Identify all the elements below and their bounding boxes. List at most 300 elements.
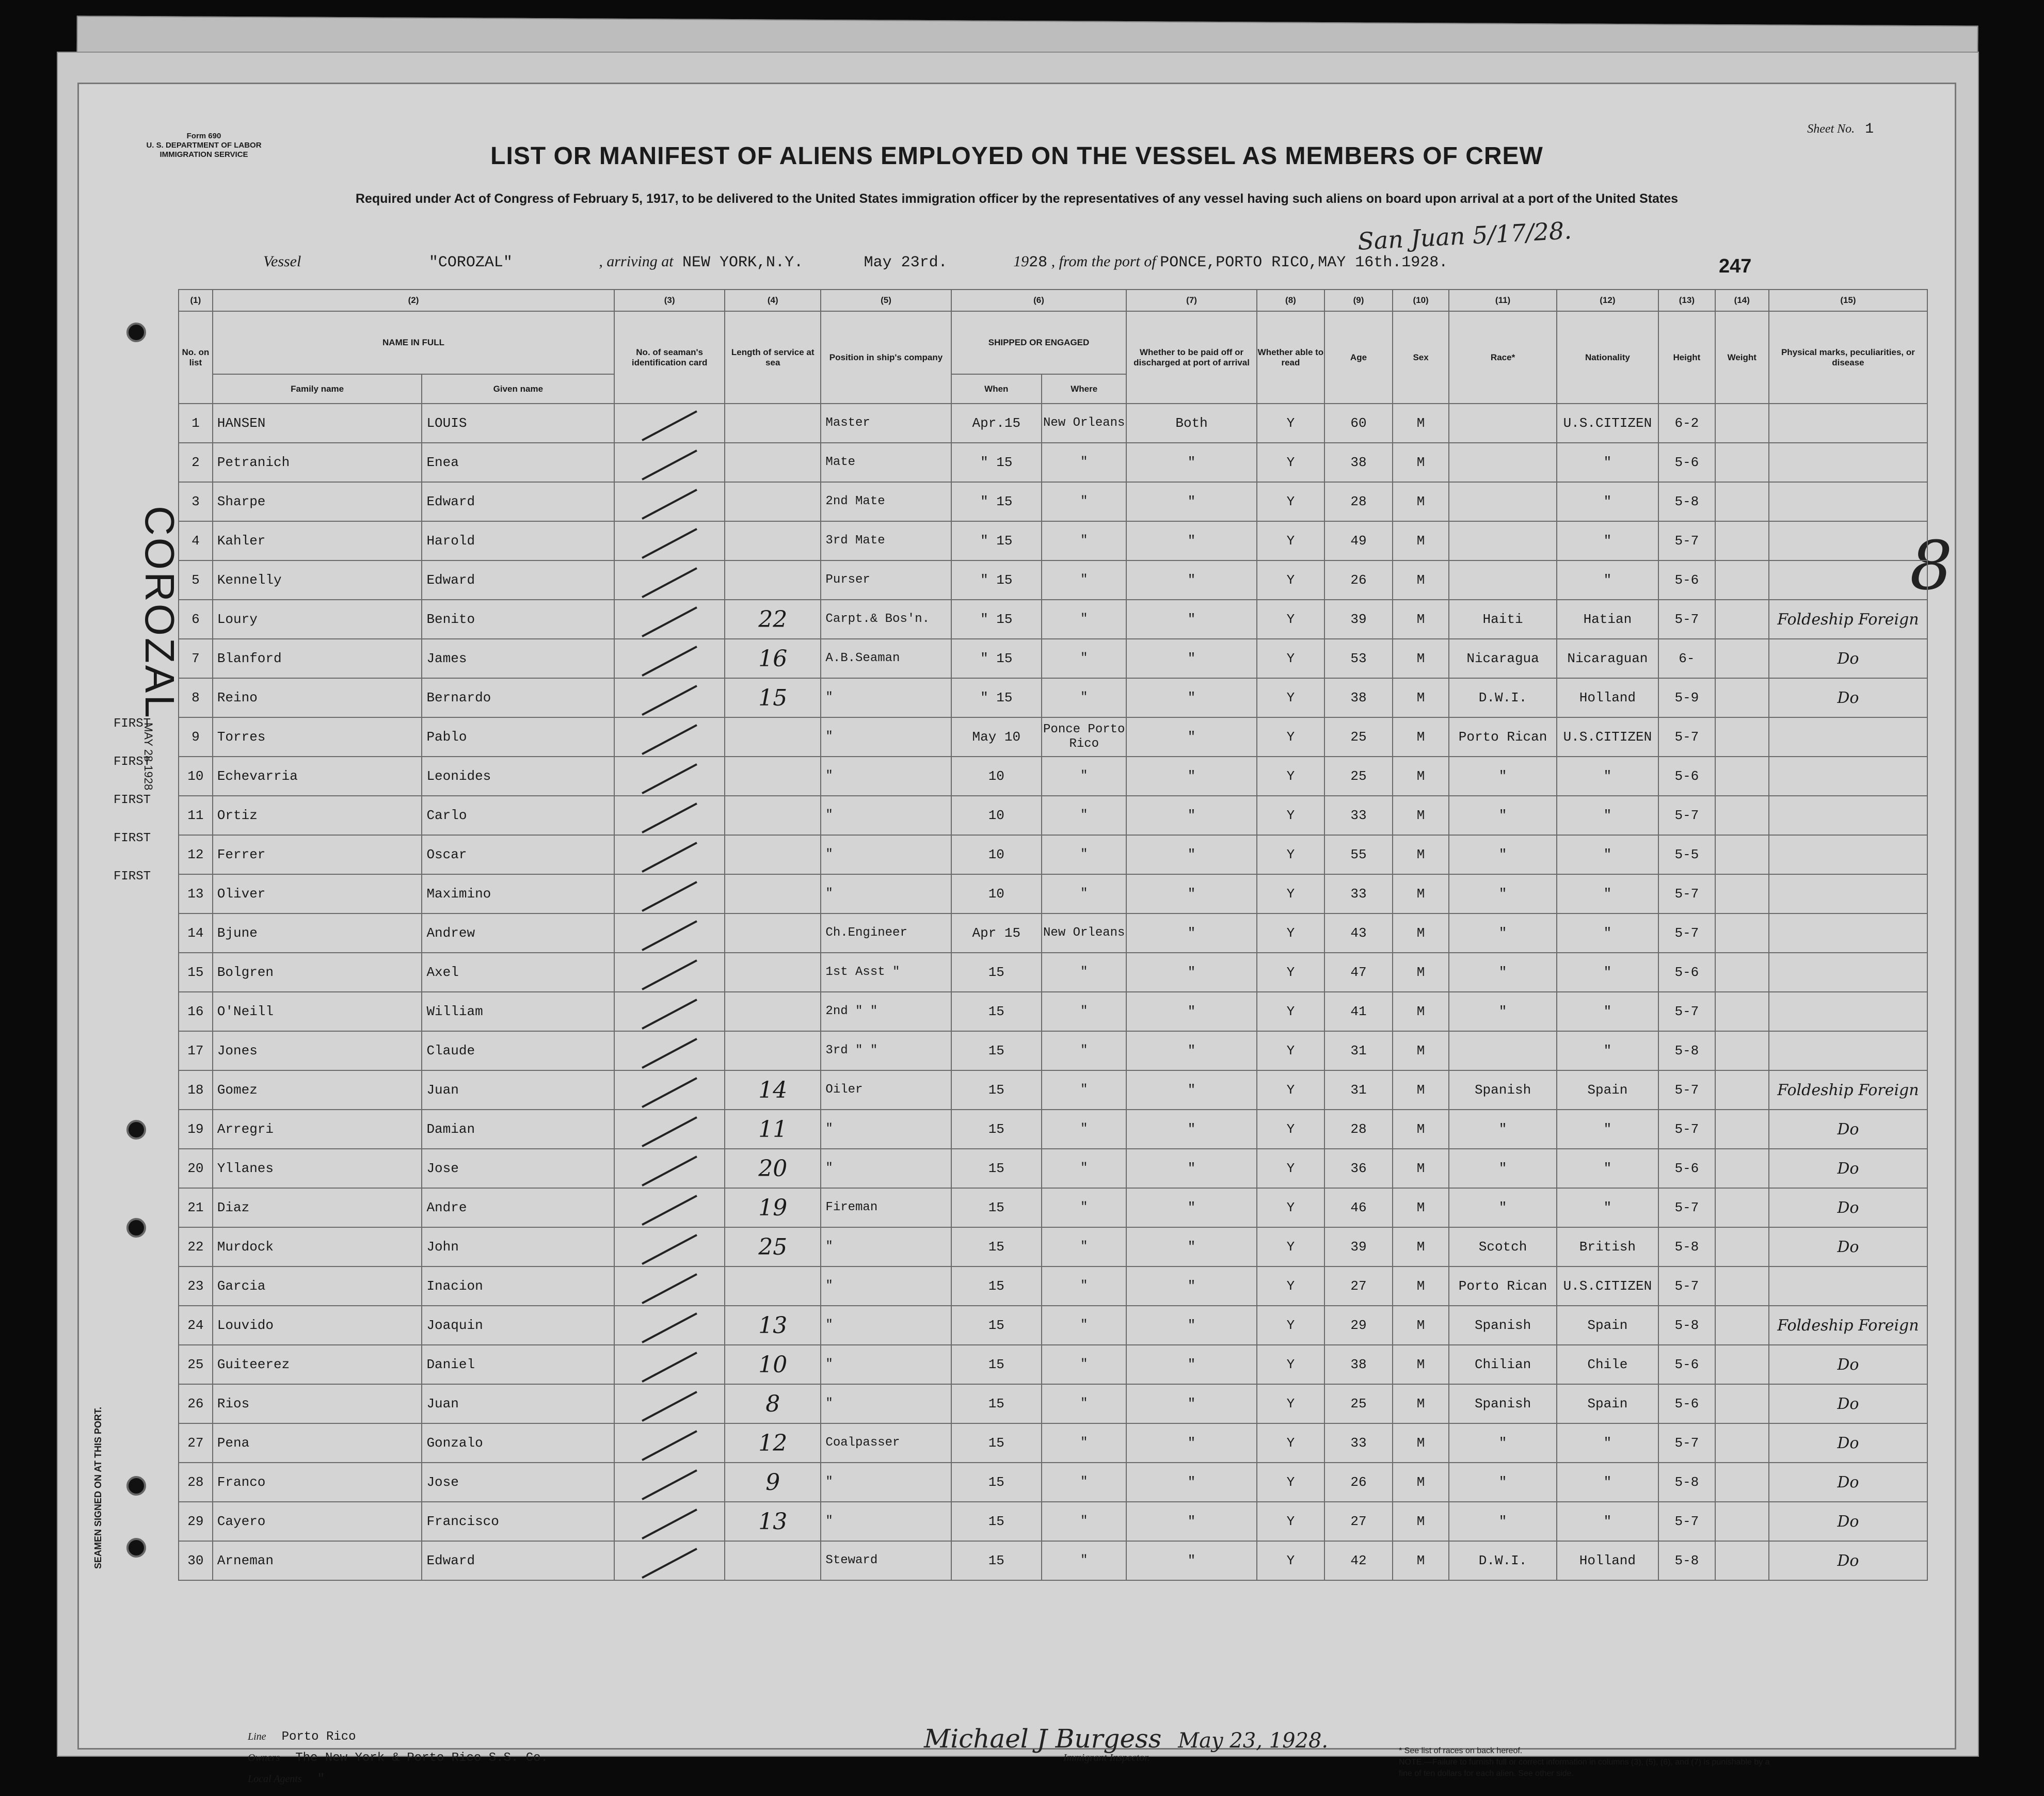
- cell-position: ": [821, 757, 951, 796]
- cell-age: 39: [1324, 1227, 1393, 1266]
- page-title: LIST OR MANIFEST OF ALIENS EMPLOYED ON THE VESSEL AS MEMBERS OF CREW: [490, 142, 1543, 170]
- cell-race: Nicaragua: [1449, 639, 1556, 678]
- cell-family: Loury: [213, 600, 422, 639]
- table-row: [179, 992, 1927, 1031]
- cell-where: ": [1042, 1384, 1126, 1423]
- col-when: When: [951, 374, 1042, 404]
- cell-marks: Do: [1769, 678, 1927, 717]
- cell-when: " 15: [951, 560, 1042, 600]
- cell-marks: [1769, 560, 1927, 600]
- cell-no: 1: [179, 404, 213, 443]
- col-height: Height: [1658, 311, 1715, 404]
- cell-no: 16: [179, 992, 213, 1031]
- check-mark-icon: [642, 881, 697, 912]
- cell-paid: ": [1126, 835, 1256, 874]
- cell-when: 10: [951, 796, 1042, 835]
- cell-service: [725, 560, 821, 600]
- id-card-checkmark: [614, 443, 725, 482]
- cell-race: D.W.I.: [1449, 678, 1556, 717]
- cell-service: 20: [725, 1149, 821, 1188]
- cell-family: Petranich: [213, 443, 422, 482]
- cell-sex: M: [1393, 639, 1449, 678]
- cell-no: 20: [179, 1149, 213, 1188]
- cell-marks: [1769, 992, 1927, 1031]
- cell-no: 13: [179, 874, 213, 913]
- cell-when: 10: [951, 874, 1042, 913]
- col-id-card: No. of seaman's identification card: [614, 311, 725, 404]
- cell-service: 15: [725, 678, 821, 717]
- id-card-checkmark: [614, 1188, 725, 1227]
- id-card-checkmark: [614, 1266, 725, 1306]
- table-row: [179, 1423, 1927, 1463]
- cell-when: 15: [951, 1502, 1042, 1541]
- cell-sex: M: [1393, 874, 1449, 913]
- cell-family: Yllanes: [213, 1149, 422, 1188]
- cell-race: ": [1449, 992, 1556, 1031]
- cell-when: 15: [951, 953, 1042, 992]
- cell-read: Y: [1257, 1306, 1325, 1345]
- col-nationality: Nationality: [1557, 311, 1658, 404]
- cell-when: 15: [951, 1423, 1042, 1463]
- cell-sex: M: [1393, 953, 1449, 992]
- cell-position: ": [821, 717, 951, 757]
- table-row: [179, 874, 1927, 913]
- cell-nationality: ": [1557, 835, 1658, 874]
- departure-port: PONCE,PORTO RICO,MAY 16th.1928.: [1160, 254, 1448, 271]
- cell-race: D.W.I.: [1449, 1541, 1556, 1580]
- col-num: (6): [951, 290, 1127, 311]
- cell-where: ": [1042, 443, 1126, 482]
- cell-sex: M: [1393, 796, 1449, 835]
- cell-no: 3: [179, 482, 213, 521]
- cell-service: 12: [725, 1423, 821, 1463]
- table-row: [179, 796, 1927, 835]
- check-mark-icon: [642, 1548, 697, 1579]
- cell-when: " 15: [951, 521, 1042, 560]
- cell-where: ": [1042, 678, 1126, 717]
- cell-nationality: ": [1557, 874, 1658, 913]
- cell-age: 47: [1324, 953, 1393, 992]
- cell-where: ": [1042, 953, 1126, 992]
- cell-position: ": [821, 1502, 951, 1541]
- cell-sex: M: [1393, 678, 1449, 717]
- cell-height: 5-7: [1658, 1188, 1715, 1227]
- cell-paid: ": [1126, 1423, 1256, 1463]
- col-num: (4): [725, 290, 821, 311]
- cell-marks: Do: [1769, 1149, 1927, 1188]
- cell-paid: ": [1126, 874, 1256, 913]
- cell-paid: ": [1126, 678, 1256, 717]
- cell-read: Y: [1257, 874, 1325, 913]
- table-row: [179, 404, 1927, 443]
- cell-sex: M: [1393, 992, 1449, 1031]
- cell-age: 38: [1324, 443, 1393, 482]
- cell-position: Oiler: [821, 1070, 951, 1110]
- cell-marks: Do: [1769, 1384, 1927, 1423]
- check-mark-icon: [642, 763, 697, 794]
- cell-nationality: ": [1557, 1110, 1658, 1149]
- cell-sex: M: [1393, 717, 1449, 757]
- cell-paid: ": [1126, 913, 1256, 953]
- cell-when: 15: [951, 1345, 1042, 1384]
- check-mark-icon: [642, 1077, 697, 1108]
- id-card-checkmark: [614, 757, 725, 796]
- cell-when: 15: [951, 1266, 1042, 1306]
- table-row: [179, 678, 1927, 717]
- cell-where: ": [1042, 1423, 1126, 1463]
- cell-age: 31: [1324, 1031, 1393, 1070]
- cell-nationality: Holland: [1557, 678, 1658, 717]
- cell-age: 25: [1324, 1384, 1393, 1423]
- cell-given: Juan: [422, 1070, 614, 1110]
- cell-position: 3rd " ": [821, 1031, 951, 1070]
- cell-height: 5-6: [1658, 1384, 1715, 1423]
- cell-age: 26: [1324, 1463, 1393, 1502]
- weight-cell: [1715, 1306, 1769, 1345]
- cell-nationality: Spain: [1557, 1384, 1658, 1423]
- cell-sex: M: [1393, 1031, 1449, 1070]
- cell-read: Y: [1257, 717, 1325, 757]
- cell-position: 2nd Mate: [821, 482, 951, 521]
- cell-marks: Do: [1769, 639, 1927, 678]
- cell-nationality: U.S.CITIZEN: [1557, 1266, 1658, 1306]
- cell-service: [725, 992, 821, 1031]
- table-row: [179, 1188, 1927, 1227]
- cell-age: 33: [1324, 1423, 1393, 1463]
- table-row: [179, 639, 1927, 678]
- id-card-checkmark: [614, 560, 725, 600]
- table-row: [179, 1110, 1927, 1149]
- cell-when: 15: [951, 1384, 1042, 1423]
- cell-paid: ": [1126, 757, 1256, 796]
- cell-race: ": [1449, 1502, 1556, 1541]
- vessel-name: "COROZAL": [428, 254, 513, 271]
- cell-where: ": [1042, 560, 1126, 600]
- cell-when: " 15: [951, 600, 1042, 639]
- cell-paid: ": [1126, 1384, 1256, 1423]
- cell-given: William: [422, 992, 614, 1031]
- cell-paid: ": [1126, 1541, 1256, 1580]
- cell-nationality: ": [1557, 443, 1658, 482]
- cell-age: 28: [1324, 482, 1393, 521]
- check-mark-icon: [642, 959, 697, 990]
- cell-paid: ": [1126, 560, 1256, 600]
- weight-cell: [1715, 1031, 1769, 1070]
- cell-position: ": [821, 1384, 951, 1423]
- cell-marks: Do: [1769, 1345, 1927, 1384]
- cell-marks: [1769, 913, 1927, 953]
- cell-sex: M: [1393, 1110, 1449, 1149]
- cell-marks: [1769, 953, 1927, 992]
- cell-nationality: ": [1557, 796, 1658, 835]
- cell-where: ": [1042, 1110, 1126, 1149]
- check-mark-icon: [642, 1234, 697, 1265]
- first-marker: FIRST: [114, 755, 151, 769]
- first-marker: FIRST: [114, 717, 151, 731]
- cell-race: Spanish: [1449, 1070, 1556, 1110]
- cell-where: ": [1042, 874, 1126, 913]
- cell-paid: ": [1126, 639, 1256, 678]
- cell-family: Garcia: [213, 1266, 422, 1306]
- cell-read: Y: [1257, 992, 1325, 1031]
- cell-where: ": [1042, 1149, 1126, 1188]
- cell-sex: M: [1393, 521, 1449, 560]
- owners-value: The New York & Porto Rico S.S. Co.: [295, 1751, 548, 1765]
- cell-when: 10: [951, 835, 1042, 874]
- cell-height: 5-7: [1658, 992, 1715, 1031]
- cell-marks: [1769, 835, 1927, 874]
- cell-age: 27: [1324, 1266, 1393, 1306]
- cell-marks: Foldeship Foreign: [1769, 600, 1927, 639]
- cell-no: 4: [179, 521, 213, 560]
- id-card-checkmark: [614, 678, 725, 717]
- cell-height: 5-7: [1658, 600, 1715, 639]
- cell-read: Y: [1257, 1541, 1325, 1580]
- weight-cell: [1715, 443, 1769, 482]
- cell-paid: ": [1126, 992, 1256, 1031]
- col-no-on-list: No. on list: [179, 311, 213, 404]
- cell-marks: [1769, 443, 1927, 482]
- page-subtitle: Required under Act of Congress of February 5, 1917, to be delivered to the United States immigration officer by the representatives of any vessel having such aliens on board upon arrival at a port of the United States: [355, 191, 1679, 206]
- cell-nationality: ": [1557, 1031, 1658, 1070]
- check-mark-icon: [642, 1156, 697, 1186]
- cell-marks: Do: [1769, 1463, 1927, 1502]
- cell-where: ": [1042, 757, 1126, 796]
- cell-age: 53: [1324, 639, 1393, 678]
- vessel-line: Vessel "COROZAL" , arriving at NEW YORK,N.Y. May 23rd. 1928 , from the port of PONCE,PORTO RICO,MAY 16th.1928.: [263, 253, 1448, 271]
- cell-nationality: ": [1557, 953, 1658, 992]
- cell-age: 55: [1324, 835, 1393, 874]
- cell-sex: M: [1393, 835, 1449, 874]
- cell-given: Oscar: [422, 835, 614, 874]
- table-row: [179, 600, 1927, 639]
- cell-race: ": [1449, 835, 1556, 874]
- cell-age: 25: [1324, 717, 1393, 757]
- cell-read: Y: [1257, 521, 1325, 560]
- cell-family: Rios: [213, 1384, 422, 1423]
- cell-read: Y: [1257, 757, 1325, 796]
- cell-sex: M: [1393, 600, 1449, 639]
- cell-when: 15: [951, 1031, 1042, 1070]
- cell-marks: Do: [1769, 1110, 1927, 1149]
- cell-where: ": [1042, 1463, 1126, 1502]
- col-sex: Sex: [1393, 311, 1449, 404]
- cell-when: 10: [951, 757, 1042, 796]
- cell-where: ": [1042, 1070, 1126, 1110]
- cell-nationality: Spain: [1557, 1306, 1658, 1345]
- cell-no: 18: [179, 1070, 213, 1110]
- cell-position: ": [821, 1266, 951, 1306]
- cell-read: Y: [1257, 1345, 1325, 1384]
- cell-height: 5-7: [1658, 1502, 1715, 1541]
- cell-age: 41: [1324, 992, 1393, 1031]
- weight-cell: [1715, 717, 1769, 757]
- col-age: Age: [1324, 311, 1393, 404]
- cell-height: 5-6: [1658, 1149, 1715, 1188]
- cell-position: 2nd " ": [821, 992, 951, 1031]
- cell-position: Carpt.& Bos'n.: [821, 600, 951, 639]
- cell-paid: ": [1126, 717, 1256, 757]
- cell-sex: M: [1393, 443, 1449, 482]
- col-num: (3): [614, 290, 725, 311]
- id-card-checkmark: [614, 404, 725, 443]
- cell-service: [725, 404, 821, 443]
- cell-when: 15: [951, 992, 1042, 1031]
- col-num: (2): [213, 290, 614, 311]
- table-row: [179, 717, 1927, 757]
- cell-height: 5-7: [1658, 1423, 1715, 1463]
- cell-age: 26: [1324, 560, 1393, 600]
- id-card-checkmark: [614, 874, 725, 913]
- cell-position: 3rd Mate: [821, 521, 951, 560]
- check-mark-icon: [642, 1195, 697, 1226]
- cell-when: 15: [951, 1306, 1042, 1345]
- cell-no: 2: [179, 443, 213, 482]
- weight-cell: [1715, 1070, 1769, 1110]
- cell-nationality: Hatian: [1557, 600, 1658, 639]
- cell-service: [725, 913, 821, 953]
- cell-service: 19: [725, 1188, 821, 1227]
- margin-number: 8: [1910, 526, 1953, 605]
- cell-nationality: Chile: [1557, 1345, 1658, 1384]
- cell-given: Inacion: [422, 1266, 614, 1306]
- cell-paid: ": [1126, 521, 1256, 560]
- cell-no: 23: [179, 1266, 213, 1306]
- cell-position: ": [821, 1306, 951, 1345]
- cell-when: 15: [951, 1541, 1042, 1580]
- cell-marks: Do: [1769, 1502, 1927, 1541]
- id-card-checkmark: [614, 1031, 725, 1070]
- cell-nationality: ": [1557, 757, 1658, 796]
- cell-height: 5-8: [1658, 1227, 1715, 1266]
- cell-race: [1449, 1031, 1556, 1070]
- cell-position: Mate: [821, 443, 951, 482]
- cell-sex: M: [1393, 1149, 1449, 1188]
- cell-read: Y: [1257, 953, 1325, 992]
- check-mark-icon: [642, 920, 697, 951]
- arrival-date: May 23rd.: [864, 254, 948, 271]
- cell-nationality: ": [1557, 1463, 1658, 1502]
- cell-age: 60: [1324, 404, 1393, 443]
- cell-sex: M: [1393, 1541, 1449, 1580]
- agents-value: ": [317, 1772, 325, 1786]
- form-id: Form 690 U. S. DEPARTMENT OF LABOR IMMIGRATION SERVICE: [146, 132, 262, 159]
- cell-when: 15: [951, 1188, 1042, 1227]
- col-able-to-read: Whether able to read: [1257, 311, 1325, 404]
- cell-given: Andrew: [422, 913, 614, 953]
- cell-sex: M: [1393, 1227, 1449, 1266]
- check-mark-icon: [642, 1469, 697, 1500]
- cell-marks: [1769, 482, 1927, 521]
- col-num: (12): [1557, 290, 1658, 311]
- table-row: [179, 835, 1927, 874]
- inspector-signature: Michael J Burgess May 23, 1928.: [924, 1724, 1329, 1754]
- cell-no: 15: [179, 953, 213, 992]
- cell-given: Enea: [422, 443, 614, 482]
- cell-age: 46: [1324, 1188, 1393, 1227]
- cell-paid: ": [1126, 482, 1256, 521]
- weight-cell: [1715, 1463, 1769, 1502]
- footer-notes: * See list of races on back hereof. NOTE.—Failure to furnish full or correct information in columns (3), (5), (6), and (7) is punishable by a fine of ten dollars for each alien. See other side.: [1399, 1746, 1770, 1778]
- cell-when: " 15: [951, 443, 1042, 482]
- weight-cell: [1715, 482, 1769, 521]
- cell-given: Jose: [422, 1463, 614, 1502]
- cell-no: 28: [179, 1463, 213, 1502]
- cell-family: Arneman: [213, 1541, 422, 1580]
- cell-race: [1449, 482, 1556, 521]
- id-card-checkmark: [614, 1227, 725, 1266]
- col-race: Race*: [1449, 311, 1556, 404]
- cell-given: Juan: [422, 1384, 614, 1423]
- weight-cell: [1715, 600, 1769, 639]
- weight-cell: [1715, 1423, 1769, 1463]
- cell-marks: Do: [1769, 1423, 1927, 1463]
- table-row: [179, 1306, 1927, 1345]
- cell-read: Y: [1257, 1070, 1325, 1110]
- cell-read: Y: [1257, 1266, 1325, 1306]
- cell-nationality: U.S.CITIZEN: [1557, 717, 1658, 757]
- table-row: [179, 953, 1927, 992]
- table-row: [179, 1463, 1927, 1502]
- id-card-checkmark: [614, 913, 725, 953]
- cell-nationality: Nicaraguan: [1557, 639, 1658, 678]
- cell-nationality: ": [1557, 521, 1658, 560]
- id-card-checkmark: [614, 992, 725, 1031]
- id-card-checkmark: [614, 1463, 725, 1502]
- cell-position: ": [821, 796, 951, 835]
- cell-age: 43: [1324, 913, 1393, 953]
- cell-family: Blanford: [213, 639, 422, 678]
- cell-marks: [1769, 1266, 1927, 1306]
- check-mark-icon: [642, 842, 697, 873]
- check-mark-icon: [642, 724, 697, 755]
- cell-given: Carlo: [422, 796, 614, 835]
- cell-nationality: ": [1557, 1502, 1658, 1541]
- cell-position: Purser: [821, 560, 951, 600]
- weight-cell: [1715, 1266, 1769, 1306]
- cell-read: Y: [1257, 1031, 1325, 1070]
- weight-cell: [1715, 521, 1769, 560]
- cell-nationality: ": [1557, 913, 1658, 953]
- cell-where: ": [1042, 639, 1126, 678]
- cell-age: 25: [1324, 757, 1393, 796]
- cell-height: 5-7: [1658, 913, 1715, 953]
- check-mark-icon: [642, 410, 697, 441]
- cell-no: 21: [179, 1188, 213, 1227]
- cell-paid: ": [1126, 1463, 1256, 1502]
- cell-service: [725, 1266, 821, 1306]
- table-row: [179, 1149, 1927, 1188]
- id-card-checkmark: [614, 717, 725, 757]
- cell-age: 33: [1324, 874, 1393, 913]
- check-mark-icon: [642, 606, 697, 637]
- col-physical: Physical marks, peculiarities, or disease: [1769, 311, 1927, 404]
- cell-position: A.B.Seaman: [821, 639, 951, 678]
- cell-no: 10: [179, 757, 213, 796]
- cell-sex: M: [1393, 404, 1449, 443]
- col-num: (10): [1393, 290, 1449, 311]
- cell-given: Jose: [422, 1149, 614, 1188]
- weight-cell: [1715, 953, 1769, 992]
- cell-given: John: [422, 1227, 614, 1266]
- cell-given: Benito: [422, 600, 614, 639]
- col-weight: Weight: [1715, 311, 1769, 404]
- id-card-checkmark: [614, 1306, 725, 1345]
- sheet-number: Sheet No. 1: [1807, 121, 1874, 137]
- cell-no: 7: [179, 639, 213, 678]
- check-mark-icon: [642, 1038, 697, 1069]
- id-card-checkmark: [614, 953, 725, 992]
